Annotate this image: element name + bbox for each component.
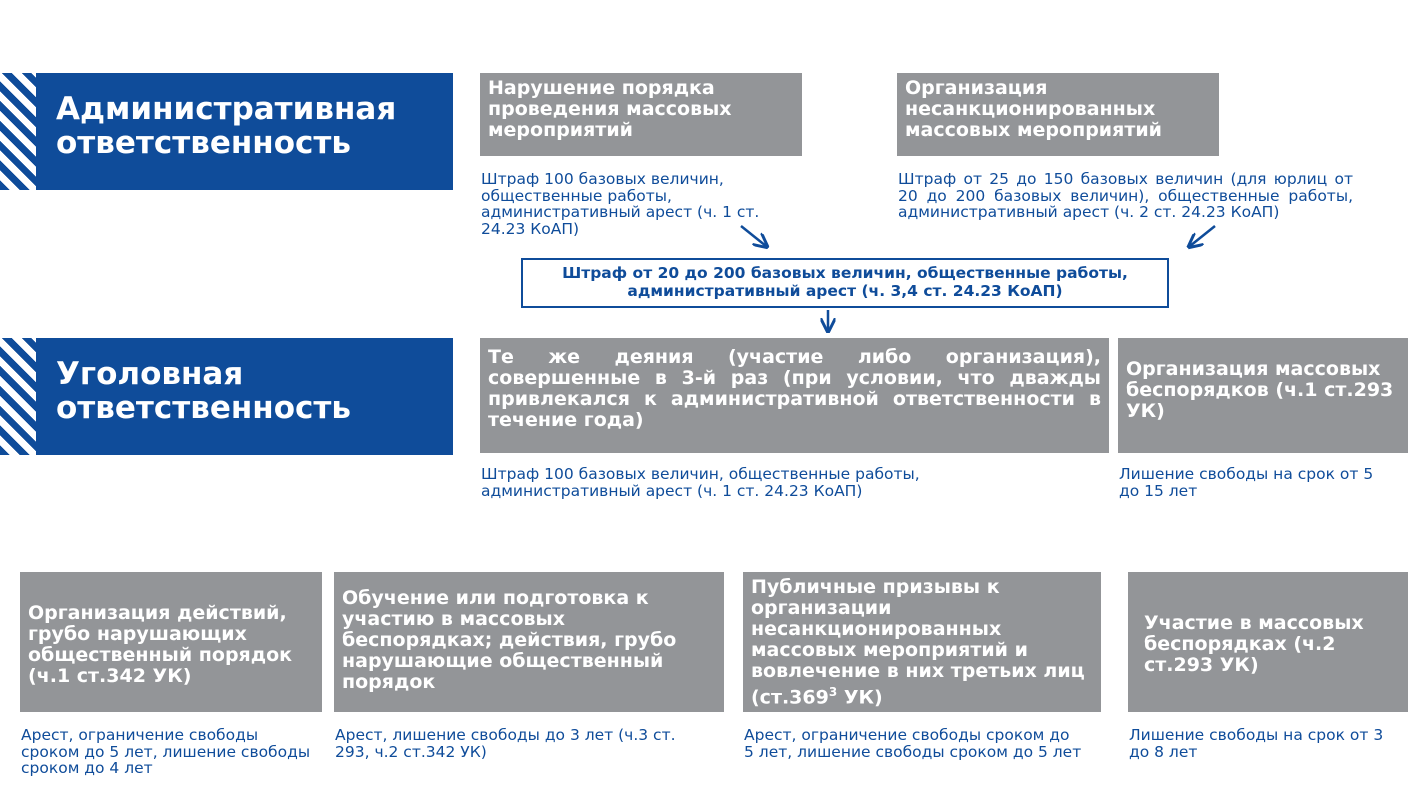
bottom-box-public-order: [20, 572, 322, 712]
criminal-title-line1: Уголовная: [56, 356, 244, 392]
bottom-note-training: Арест, лишение свободы до 3 лет (ч.3 ст. 293, ч.2 ст.342 УК): [335, 726, 676, 761]
bottom-box-riot-participation-title: Участие в массовых беспорядках (ч.2 ст.293 УК): [1144, 612, 1364, 676]
criminal-box-riots-org: [1118, 338, 1408, 453]
arrow-organization-to-combined: [1190, 226, 1215, 246]
bottom-note-public-order: Арест, ограничение свободы сроком до 5 лет, лишение свободы сроком до 4 лет: [21, 726, 311, 777]
admin-note-organization: Штраф от 25 до 150 базовых величин (для юрлиц от 20 до 200 базовых величин), общественные работы, административный арест (ч. 2 ст. 24.23 КоАП): [898, 170, 1353, 221]
criminal-note-riots-org: Лишение свободы на срок от 5 до 15 лет: [1119, 465, 1374, 500]
criminal-box-repeat: [480, 338, 1109, 453]
bottom-note-public-calls: Арест, ограничение свободы сроком до 5 лет, лишение свободы сроком до 5 лет: [744, 726, 1082, 761]
admin-combined-line2: административный арест (ч. 3,4 ст. 24.23 КоАП): [627, 282, 1063, 300]
criminal-box-repeat-title: Те же деяния (участие либо организация), совершенные в 3-й раз (при условии, что дважды привлекался к административной ответственности в течение года): [488, 346, 1101, 431]
bottom-box-public-order-title: Организация действий, грубо нарушающих общественный порядок (ч.1 ст.342 УК): [28, 601, 293, 687]
bottom-box-public-calls: [743, 572, 1101, 712]
admin-box-organization-title: Организация несанкционированных массовых мероприятий: [905, 77, 1162, 141]
criminal-section-title: [36, 338, 453, 455]
admin-note-violation: Штраф 100 базовых величин, общественные работы, административный арест (ч. 1 ст. 24.23 КоАП): [481, 170, 760, 238]
criminal-title-line2: ответственность: [56, 390, 351, 426]
bottom-box-public-calls-sup: 3: [828, 685, 838, 699]
criminal-stripes: [0, 338, 36, 455]
arrow-violation-to-combined: [741, 226, 766, 246]
admin-title-line2: ответственность: [56, 125, 351, 161]
bottom-box-riot-participation: [1128, 572, 1408, 712]
admin-title-line1: Административная: [56, 91, 397, 127]
criminal-box-riots-org-title: Организация массовых беспорядков (ч.1 ст.293 УК): [1126, 358, 1394, 422]
admin-box-violation-title: Нарушение порядка проведения массовых мероприятий: [488, 77, 732, 141]
bottom-box-training-title: Обучение или подготовка к участию в массовых беспорядках; действия, грубо нарушающие общественный порядок: [342, 587, 677, 693]
bottom-box-public-calls-title: Публичные призывы к организации несанкционированных массовых мероприятий и вовлечение в них третьих лиц (ст.369: [751, 576, 1085, 709]
bottom-box-public-calls-title-end: УК): [837, 686, 883, 709]
bottom-box-training: [334, 572, 724, 712]
admin-combined-line1: Штраф от 20 до 200 базовых величин, общественные работы,: [562, 264, 1128, 282]
bottom-note-riot-participation: Лишение свободы на срок от 3 до 8 лет: [1129, 726, 1384, 761]
criminal-note-repeat: Штраф 100 базовых величин, общественные работы, административный арест (ч. 1 ст. 24.23 КоАП): [481, 465, 920, 500]
